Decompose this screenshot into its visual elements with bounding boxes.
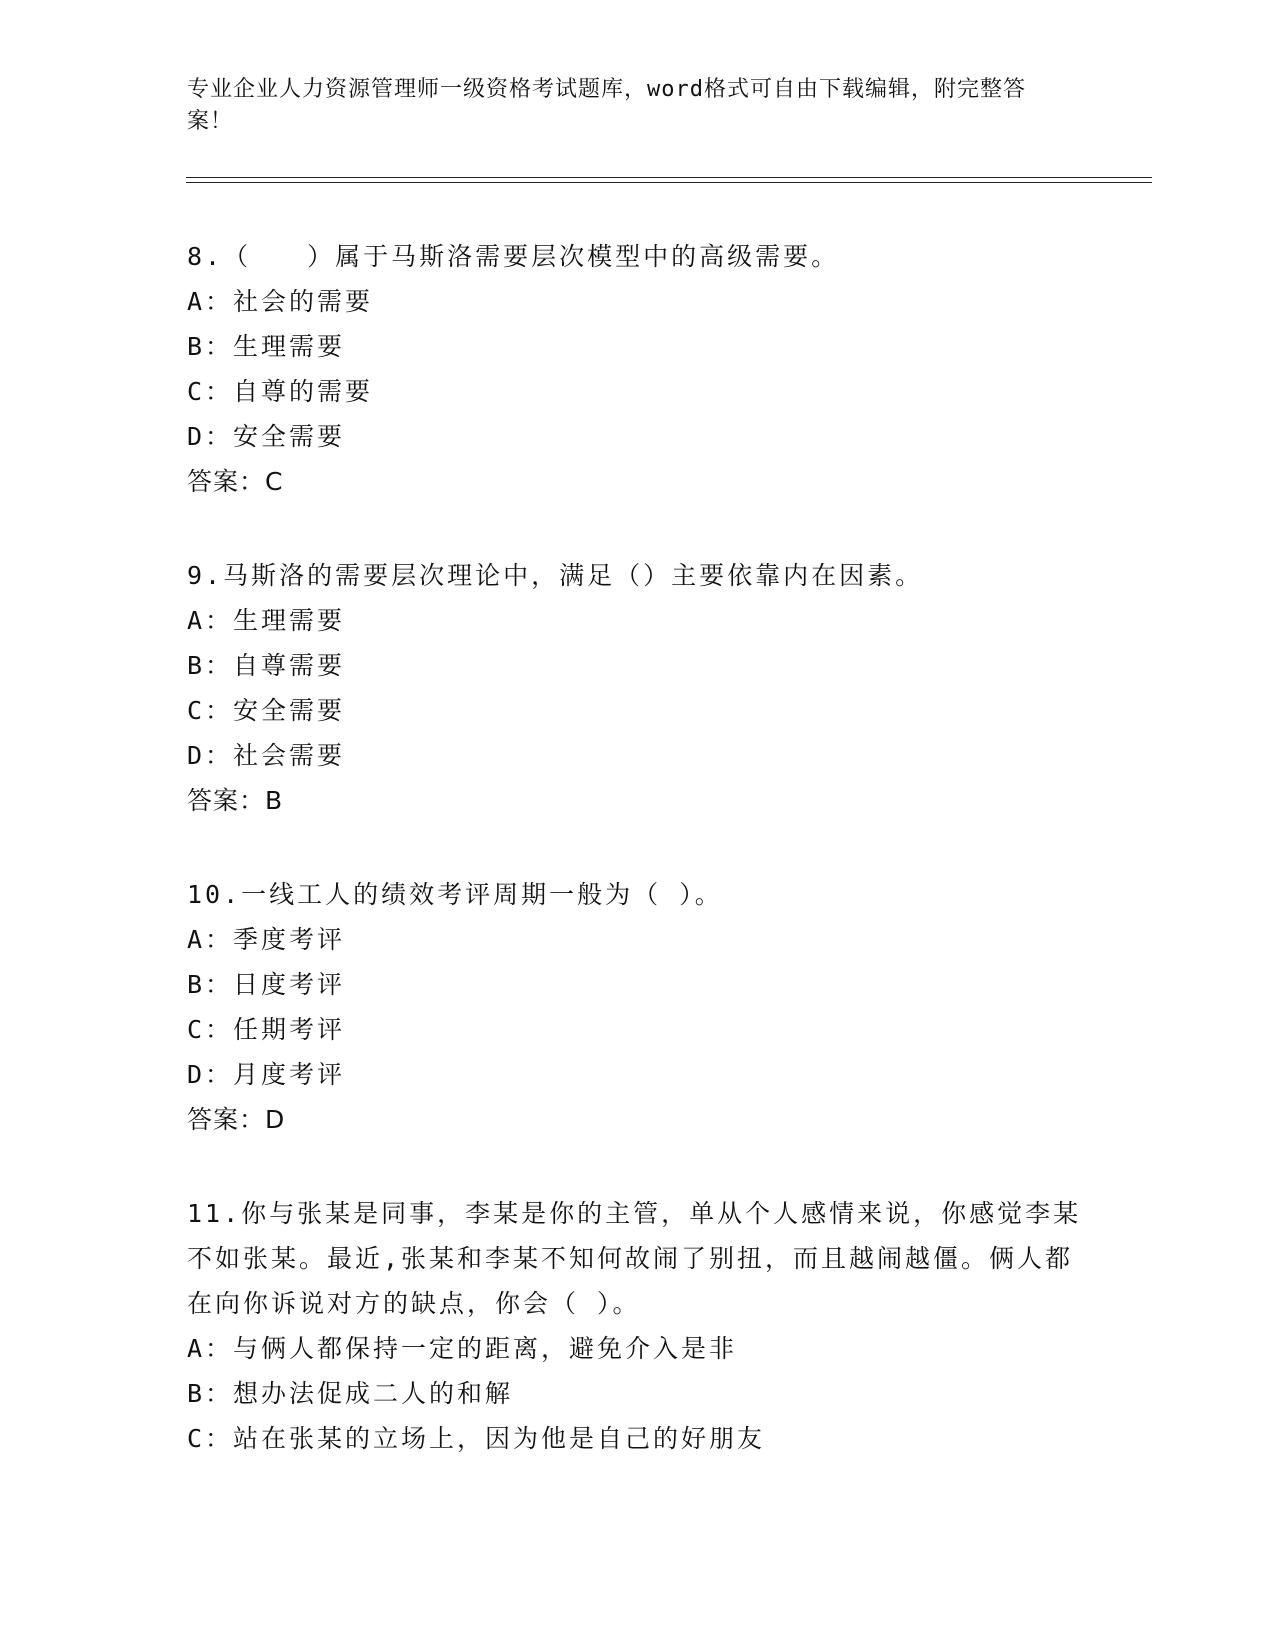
option-a: A：季度考评: [187, 925, 346, 954]
question-stem: 8.（ ）属于马斯洛需要层次模型中的高级需要。: [187, 242, 840, 271]
question-11: [187, 1191, 1087, 1461]
option-b: B：日度考评: [187, 970, 346, 999]
option-a: A：与俩人都保持一定的距离，避免介入是非: [187, 1334, 738, 1363]
option-d: D：安全需要: [187, 422, 346, 451]
header-rule-bottom: [186, 182, 1152, 183]
question-9: [187, 553, 1087, 823]
header-rule-top: [186, 177, 1152, 178]
option-b: B：生理需要: [187, 332, 346, 361]
answer-line: 答案：C: [187, 467, 284, 496]
option-c: C：任期考评: [187, 1015, 346, 1044]
question-8: [187, 234, 1087, 504]
answer-line: 答案：D: [187, 1105, 286, 1134]
question-stem: 9.马斯洛的需要层次理论中，满足（）主要依靠内在因素。: [187, 561, 924, 590]
question-10: [187, 872, 1087, 1142]
question-stem: 11.你与张某是同事，李某是你的主管，单从个人感情来说，你感觉李某不如张某。最近,张某和李某不知何故闹了别扭，而且越闹越僵。俩人都在向你诉说对方的缺点，你会（ ）。: [187, 1199, 1082, 1318]
option-c: C：站在张某的立场上，因为他是自己的好朋友: [187, 1424, 766, 1453]
option-b: B：自尊需要: [187, 651, 346, 680]
question-stem: 10.一线工人的绩效考评周期一般为（ ）。: [187, 880, 723, 909]
option-a: A：社会的需要: [187, 287, 374, 316]
option-d: D：社会需要: [187, 741, 346, 770]
option-a: A：生理需要: [187, 606, 346, 635]
answer-line: 答案：B: [187, 786, 284, 815]
option-b: B：想办法促成二人的和解: [187, 1379, 514, 1408]
page-header: 专业企业人力资源管理师一级资格考试题库，word格式可自由下载编辑，附完整答案！: [187, 77, 1026, 134]
option-d: D：月度考评: [187, 1060, 346, 1089]
option-c: C：自尊的需要: [187, 377, 374, 406]
option-c: C：安全需要: [187, 696, 346, 725]
